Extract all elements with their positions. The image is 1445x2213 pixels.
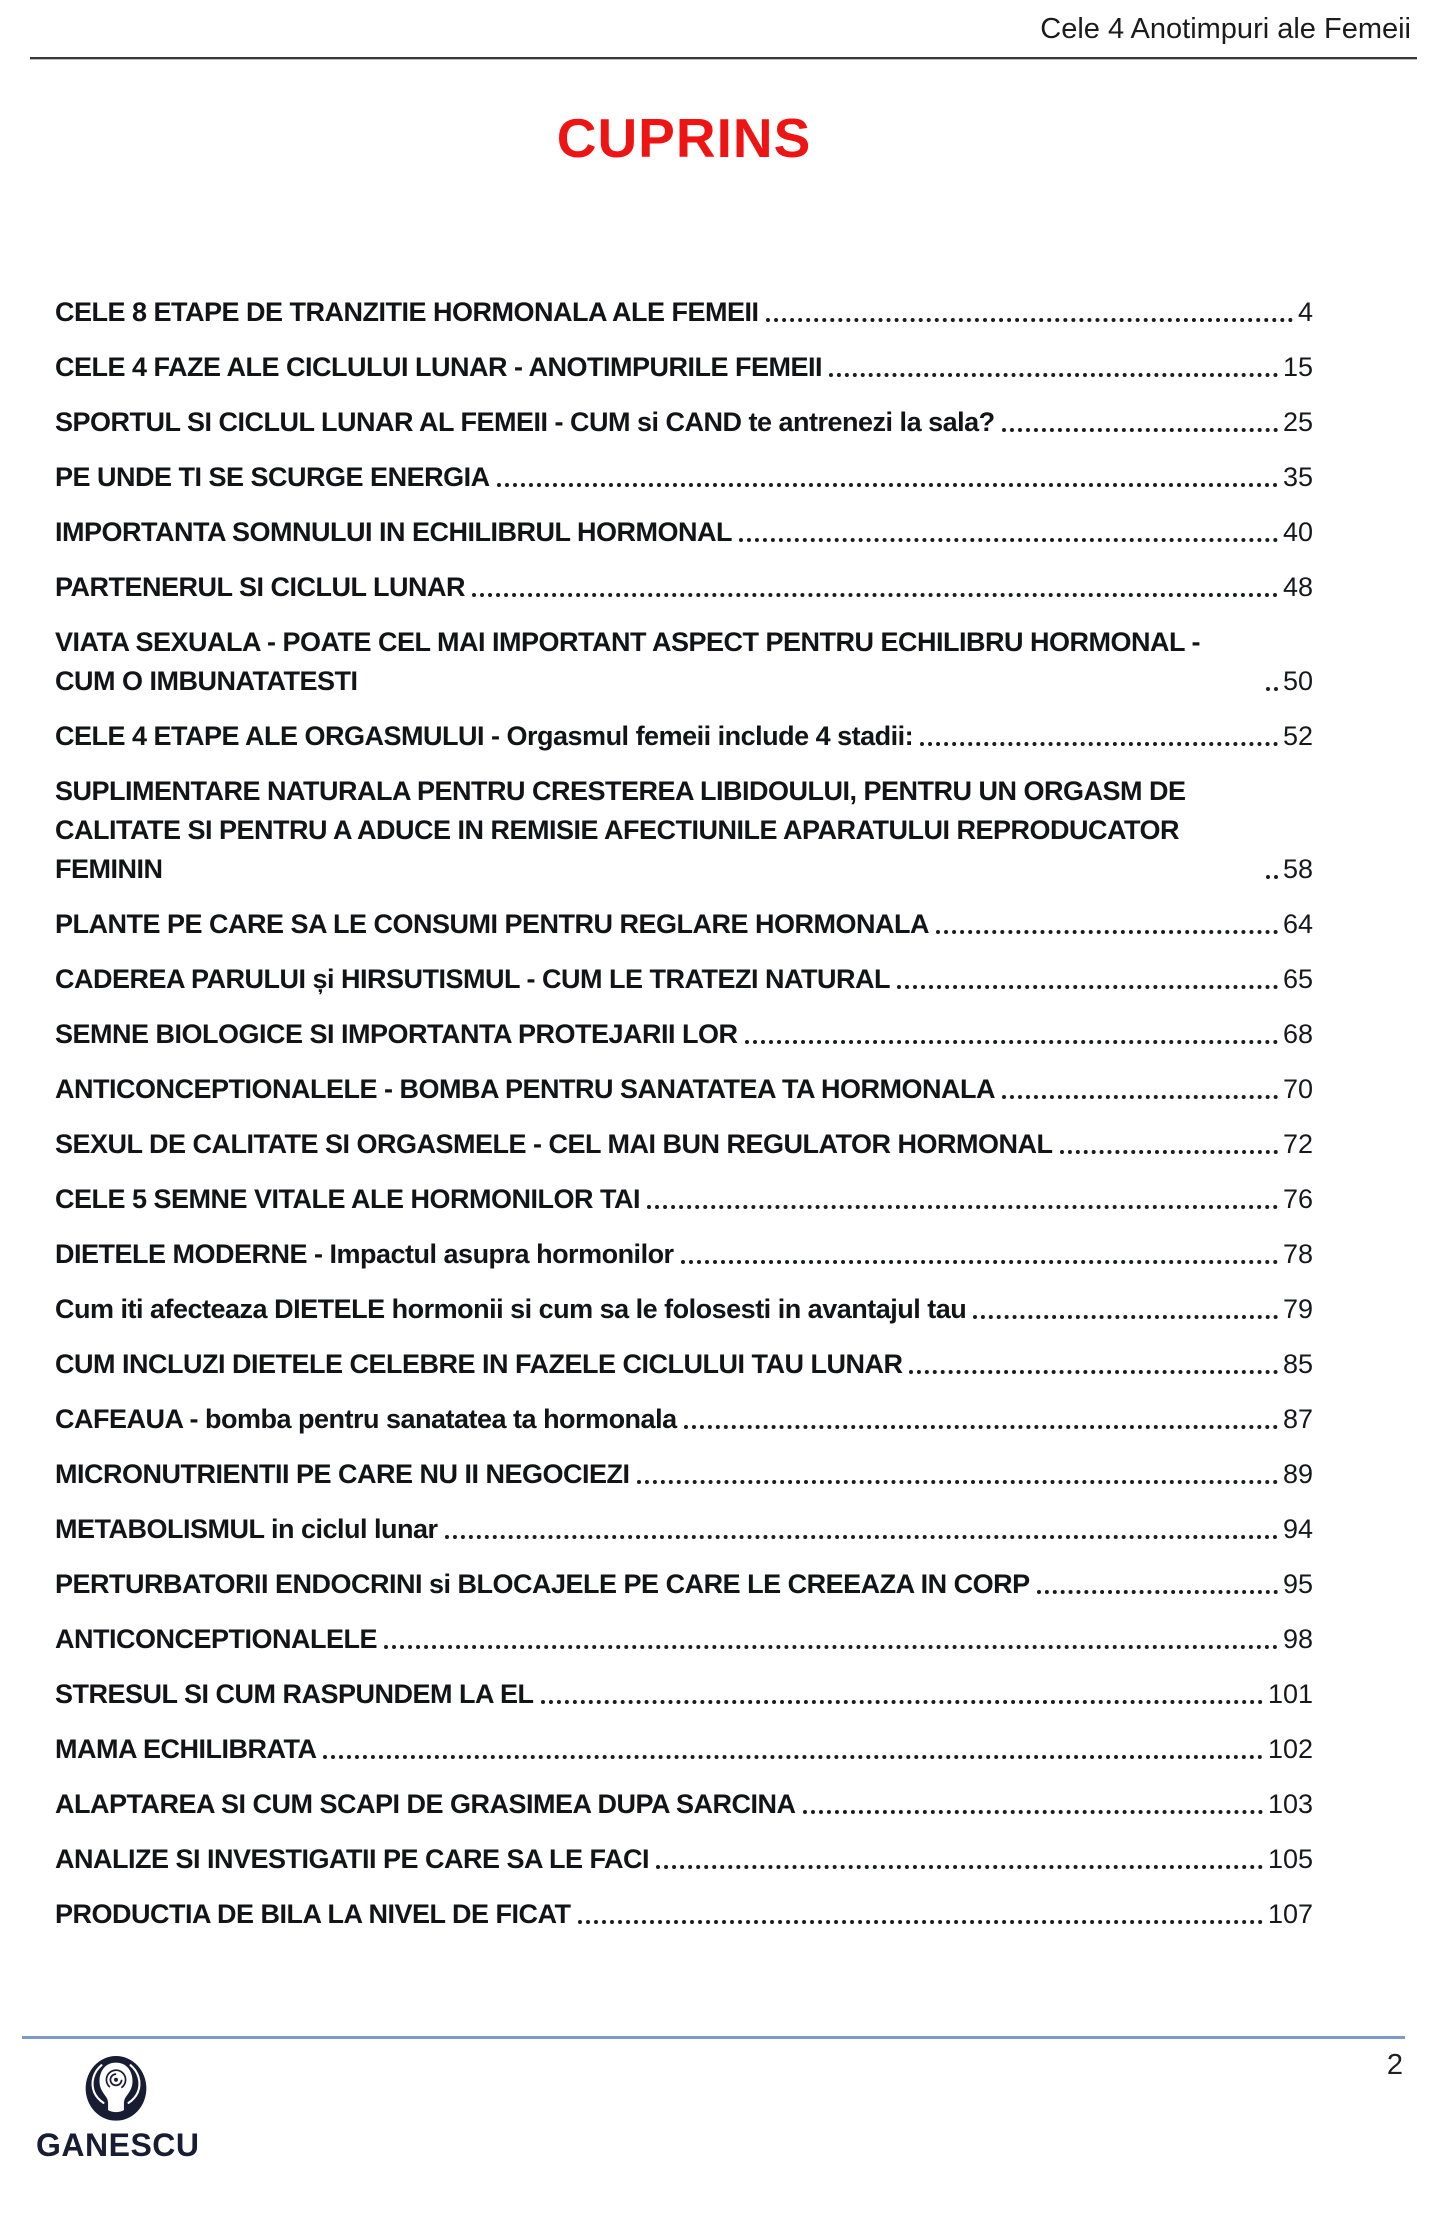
toc-entry[interactable] [55,717,1313,756]
toc-entry-page: 98 [1282,1624,1313,1654]
toc-entry-page: 68 [1282,1019,1313,1049]
toc-entry[interactable] [55,905,1313,944]
toc-entry-page: 79 [1282,1294,1313,1324]
toc-entry-label: CELE 4 ETAPE ALE ORGASMULUI - Orgasmul femeii include 4 stadii: [55,721,914,751]
toc-entry-label: SPORTUL SI CICLUL LUNAR AL FEMEII - CUM si CAND te antrenezi la sala? [55,407,995,437]
toc-entry[interactable] [55,1455,1313,1494]
toc-entry-label: PLANTE PE CARE SA LE CONSUMI PENTRU REGLARE HORMONALA [55,909,930,939]
toc-dot-leader [745,1040,1278,1044]
toc-entry-label: CADEREA PARULUI și HIRSUTISMUL - CUM LE TRATEZI NATURAL [55,964,890,994]
toc-entry[interactable] [55,293,1313,332]
toc-entry[interactable] [55,403,1313,442]
toc-entry-label: CELE 8 ETAPE DE TRANZITIE HORMONALA ALE FEMEII [55,297,759,327]
toc-entry-label: MICRONUTRIENTII PE CARE NU II NEGOCIEZI [55,1459,630,1489]
toc-entry[interactable] [55,513,1313,552]
toc-dot-leader [684,1425,1278,1429]
toc-entry-label: CUM INCLUZI DIETELE CELEBRE IN FAZELE CICLULUI TAU LUNAR [55,1349,903,1379]
toc-dot-leader [681,1260,1278,1264]
footer-divider [22,2036,1405,2039]
toc-entry-page: 105 [1267,1844,1313,1874]
toc-entry-page: 87 [1282,1404,1313,1434]
toc-entry[interactable] [55,623,1313,701]
toc-entry[interactable] [55,1400,1313,1439]
toc-entry-page: 76 [1282,1184,1313,1214]
toc-entry[interactable] [55,568,1313,607]
toc-entry[interactable] [55,348,1313,387]
toc-entry-page: 58 [1282,854,1313,884]
toc-dot-leader [1037,1590,1278,1594]
toc-entry-page: 65 [1282,964,1313,994]
toc-entry-label: CELE 4 FAZE ALE CICLULUI LUNAR - ANOTIMPURILE FEMEII [55,352,822,382]
toc-entry-label: IMPORTANTA SOMNULUI IN ECHILIBRUL HORMONAL [55,517,732,547]
toc-entry-page: 15 [1282,352,1313,382]
toc-entry-label: VIATA SEXUALA - POATE CEL MAI IMPORTANT ASPECT PENTRU ECHILIBRU HORMONAL - CUM O IMBUNATATESTI [55,627,1201,696]
page-number: 2 [1386,2049,1403,2081]
header-divider [30,57,1417,59]
toc-entry-label: SEMNE BIOLOGICE SI IMPORTANTA PROTEJARII LOR [55,1019,738,1049]
toc-dot-leader [472,593,1278,597]
toc-entry[interactable] [55,772,1313,889]
toc-entry-label: ALAPTAREA SI CUM SCAPI DE GRASIMEA DUPA SARCINA [55,1789,796,1819]
toc-entry[interactable] [55,1015,1313,1054]
toc-entry-label: ANALIZE SI INVESTIGATII PE CARE SA LE FACI [55,1844,650,1874]
toc-entry-label: DIETELE MODERNE - Impactul asupra hormonilor [55,1239,674,1269]
toc-dot-leader [647,1205,1278,1209]
toc-dot-leader [578,1920,1263,1924]
toc-entry-page: 89 [1282,1459,1313,1489]
ganescu-head-spiral-logo-icon [36,2054,196,2124]
toc-dot-leader [1266,875,1278,879]
toc-entry-page: 4 [1297,297,1313,327]
page-title: CUPRINS [556,107,812,169]
toc-entry-label: SUPLIMENTARE NATURALA PENTRU CRESTEREA LIBIDOULUI, PENTRU UN ORGASM DE CALITATE SI PENTRU A ADUCE IN REMISIE AFECTIUNILE APARATULUI REPRODUCATOR FEMININ [55,776,1186,884]
ganescu-logo [36,2054,200,2164]
toc-dot-leader [766,318,1293,322]
toc-entry-label: STRESUL SI CUM RASPUNDEM LA EL [55,1679,534,1709]
toc-dot-leader [1002,428,1278,432]
toc-entry-label: PE UNDE TI SE SCURGE ENERGIA [55,462,490,492]
toc-entry-label: METABOLISMUL in ciclul lunar [55,1514,438,1544]
toc-dot-leader [936,930,1278,934]
toc-entry[interactable] [55,1290,1313,1329]
toc-entry-page: 102 [1267,1734,1313,1764]
toc-entry-label: ANTICONCEPTIONALELE - BOMBA PENTRU SANATATEA TA HORMONALA [55,1074,995,1104]
ganescu-logo-wordmark: GANESCU [36,2127,200,2163]
toc-entry-label: SEXUL DE CALITATE SI ORGASMELE - CEL MAI BUN REGULATOR HORMONAL [55,1129,1053,1159]
toc-entry-page: 85 [1282,1349,1313,1379]
toc-entry-page: 35 [1282,462,1313,492]
toc-entry-page: 25 [1282,407,1313,437]
toc-entry-page: 78 [1282,1239,1313,1269]
toc-entry[interactable] [55,1730,1313,1769]
toc-entry[interactable] [55,1345,1313,1384]
toc-entry[interactable] [55,960,1313,999]
toc-entry-page: 64 [1282,909,1313,939]
toc-dot-leader [1002,1095,1278,1099]
toc-entry[interactable] [55,1620,1313,1659]
toc-entry[interactable] [55,1070,1313,1109]
toc-entry-label: Cum iti afecteaza DIETELE hormonii si cum sa le folosesti in avantajul tau [55,1294,967,1324]
toc-dot-leader [497,483,1278,487]
toc-dot-leader [1266,687,1278,691]
toc-list [55,293,1313,1950]
toc-entry-page: 101 [1267,1679,1313,1709]
toc-entry-label: CAFEAUA - bomba pentru sanatatea ta hormonala [55,1404,677,1434]
toc-entry-label: PERTURBATORII ENDOCRINI si BLOCAJELE PE CARE LE CREEAZA IN CORP [55,1569,1030,1599]
toc-dot-leader [803,1810,1263,1814]
toc-entry[interactable] [55,1565,1313,1604]
toc-dot-leader [384,1645,1278,1649]
toc-entry-page: 50 [1282,666,1313,696]
toc-entry-page: 95 [1282,1569,1313,1599]
toc-entry-page: 72 [1282,1129,1313,1159]
toc-entry-page: 40 [1282,517,1313,547]
toc-entry-label: MAMA ECHILIBRATA [55,1734,317,1764]
toc-dot-leader [973,1315,1278,1319]
toc-dot-leader [897,985,1278,989]
running-header-title: Cele 4 Anotimpuri ale Femeii [1040,13,1411,45]
toc-entry[interactable] [55,1180,1313,1219]
toc-entry[interactable] [55,1235,1313,1274]
toc-dot-leader [739,538,1278,542]
toc-dot-leader [920,742,1278,746]
toc-entry-label: CELE 5 SEMNE VITALE ALE HORMONILOR TAI [55,1184,641,1214]
toc-entry[interactable] [55,458,1313,497]
toc-entry[interactable] [55,1510,1313,1549]
toc-entry-page: 70 [1282,1074,1313,1104]
toc-entry-label: PRODUCTIA DE BILA LA NIVEL DE FICAT [55,1899,571,1929]
toc-entry-page: 94 [1282,1514,1313,1544]
toc-dot-leader [1060,1150,1278,1154]
toc-entry-label: ANTICONCEPTIONALELE [55,1624,378,1654]
toc-dot-leader [445,1535,1278,1539]
toc-dot-leader [909,1370,1277,1374]
toc-dot-leader [541,1700,1263,1704]
toc-dot-leader [656,1865,1263,1869]
toc-entry-page: 107 [1267,1899,1313,1929]
toc-dot-leader [829,373,1278,377]
toc-entry[interactable] [55,1895,1313,1934]
toc-entry[interactable] [55,1785,1313,1824]
toc-entry[interactable] [55,1675,1313,1714]
toc-dot-leader [637,1480,1278,1484]
toc-entry-page: 52 [1282,721,1313,751]
toc-entry[interactable] [55,1840,1313,1879]
toc-entry-label: PARTENERUL SI CICLUL LUNAR [55,572,466,602]
toc-entry[interactable] [55,1125,1313,1164]
toc-entry-page: 103 [1267,1789,1313,1819]
toc-entry-page: 48 [1282,572,1313,602]
toc-dot-leader [323,1755,1262,1759]
